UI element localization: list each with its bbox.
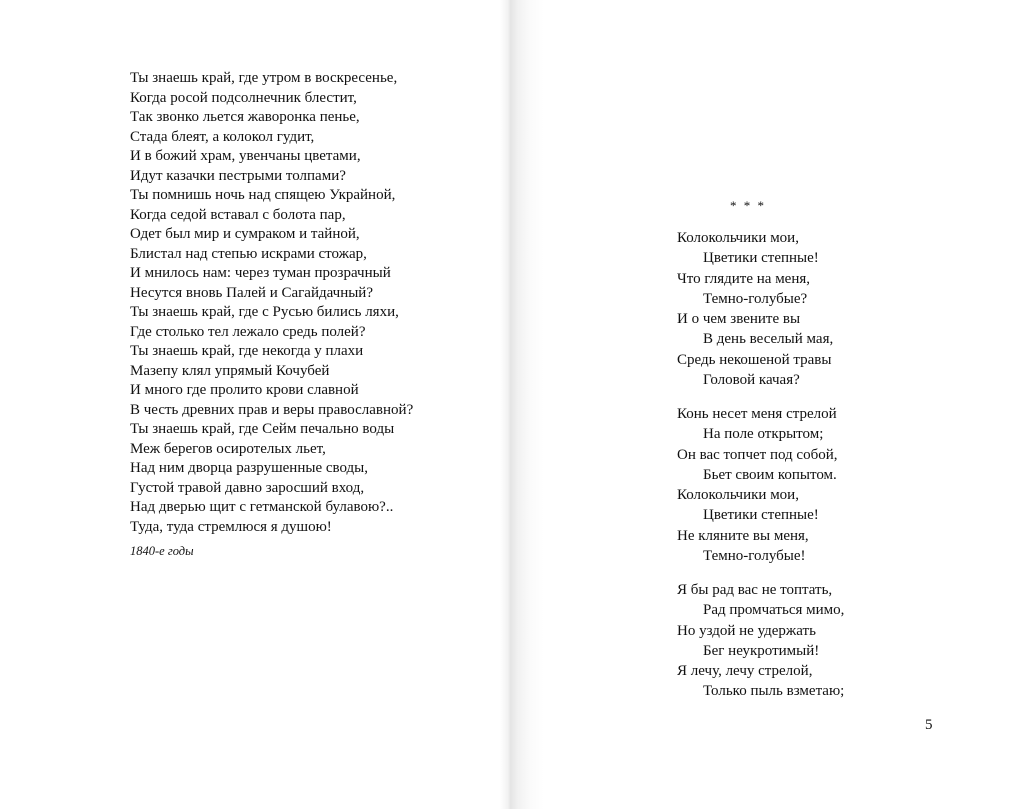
- poem-line: Но уздой не удержать: [677, 622, 816, 639]
- poem-line: Темно-голубые!: [703, 548, 806, 565]
- poem-line: Несутся вновь Палей и Сагайдачный?: [130, 284, 373, 301]
- poem-line: Где столько тел лежало средь полей?: [130, 323, 366, 340]
- poem-line: Средь некошеной травы: [677, 351, 832, 368]
- poem-line: Меж берегов осиротелых льет,: [130, 440, 326, 457]
- poem-line: Стада блеят, а колокол гудит,: [130, 128, 315, 145]
- poem-line: Ты знаешь край, где Сейм печально воды: [130, 421, 395, 437]
- stanza-3: [677, 580, 844, 702]
- poem-line: Рад промчаться мимо,: [703, 602, 845, 619]
- poem-line: Когда седой вставал с болота пар,: [130, 206, 346, 223]
- poem-line: Мазепу клял упрямый Кочубей: [130, 362, 330, 379]
- poem-line: Так звонко льется жаворонка пенье,: [130, 109, 360, 125]
- poem-line: Он вас топчет под собой,: [677, 446, 838, 463]
- poem-line: Колокольчики мои,: [677, 487, 799, 504]
- book-gutter: [500, 0, 544, 809]
- poem-line: И о чем звените вы: [677, 311, 801, 328]
- left-poem: [130, 69, 413, 537]
- poem-line: И мнилось нам: через туман прозрачный: [130, 265, 391, 281]
- poem-line: В день веселый мая,: [703, 331, 834, 348]
- poem-line: Бег неукротимый!: [703, 642, 820, 659]
- poem-line: Не кляните вы меня,: [677, 527, 809, 544]
- poem-line: Цветики степные!: [703, 507, 819, 524]
- poem-line: И много где пролито крови славной: [130, 382, 359, 398]
- poem-line: Колокольчики мои,: [677, 230, 799, 246]
- section-separator: * * *: [730, 198, 766, 213]
- poem-line: Туда, туда стремлюся я душою!: [130, 518, 332, 535]
- poem-line: Ты знаешь край, где с Русью бились ляхи,: [130, 304, 399, 320]
- poem-line: Густой травой давно заросший вход,: [130, 479, 365, 496]
- poem-line: Только пыль взметаю;: [703, 683, 845, 700]
- poem-line: В честь древних прав и веры православной?: [130, 401, 414, 418]
- poem-line: Ты знаешь край, где утром в воскресенье,: [130, 70, 398, 86]
- poem-line: Я лечу, лечу стрелой,: [677, 663, 813, 680]
- page-number: 5: [925, 717, 933, 733]
- stanza-2: [677, 404, 838, 566]
- poem-line: И в божий храм, увенчаны цветами,: [130, 148, 361, 164]
- poem-date: 1840-е годы: [130, 544, 194, 558]
- poem-line: Бьет своим копытом.: [703, 466, 837, 483]
- poem-line: Блистал над степью искрами стожар,: [130, 245, 367, 262]
- poem-line: Головой качая?: [703, 372, 800, 389]
- poem-line: Ты помнишь ночь над спящею Украйной,: [130, 187, 396, 203]
- poem-line: Над дверью щит с гетманской булавою?..: [130, 499, 394, 515]
- poem-line: Я бы рад вас не топтать,: [677, 582, 833, 598]
- poem-line: Над ним дворца разрушенные своды,: [130, 460, 369, 476]
- poem-line: Что глядите на меня,: [677, 270, 811, 287]
- poem-line: Одет был мир и сумраком и тайной,: [130, 226, 360, 242]
- poem-line: Когда росой подсолнечник блестит,: [130, 89, 357, 106]
- poem-line: Конь несет меня стрелой: [677, 406, 837, 422]
- poem-line: Ты знаешь край, где некогда у плахи: [130, 343, 364, 359]
- poem-line: Цветики степные!: [703, 250, 819, 267]
- poem-line: Идут казачки пестрыми толпами?: [130, 167, 346, 184]
- poem-line: На поле открытом;: [703, 426, 824, 443]
- stanza-1: [677, 228, 833, 390]
- poem-line: Темно-голубые?: [703, 290, 808, 307]
